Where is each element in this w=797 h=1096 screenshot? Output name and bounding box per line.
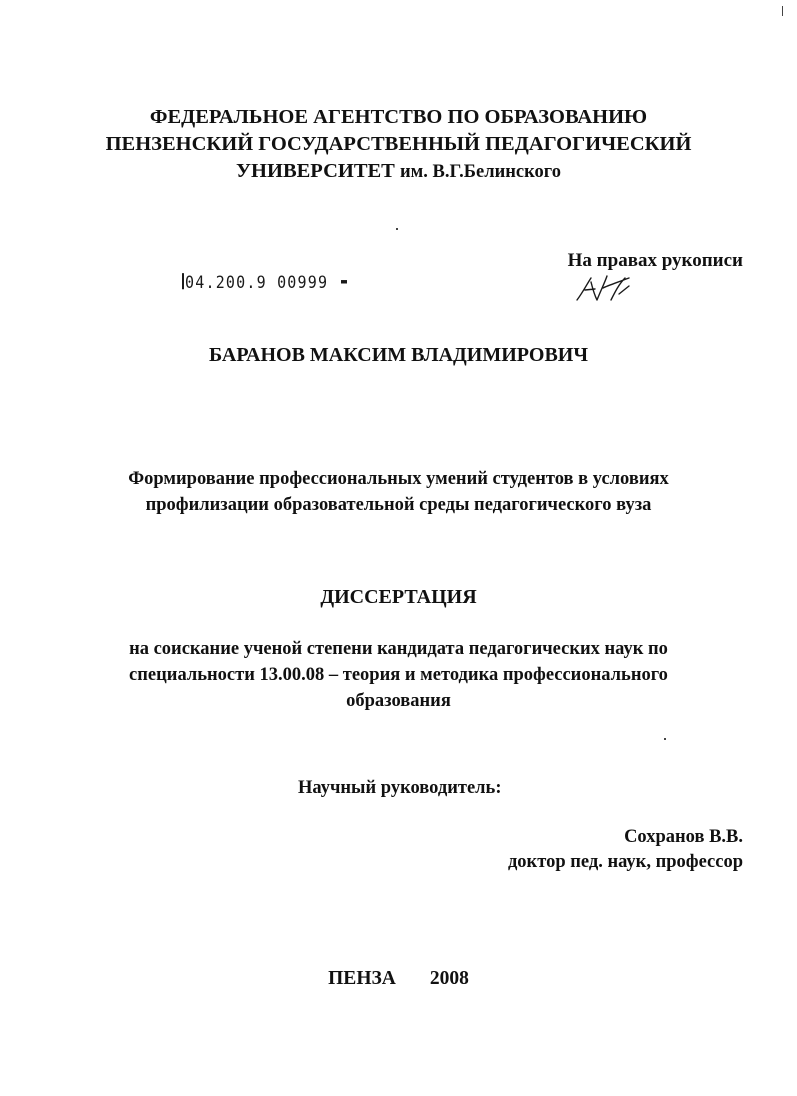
degree-description bbox=[0, 636, 797, 714]
university-named-after: им. В.Г.Белинского bbox=[399, 162, 561, 182]
degree-line3: образования bbox=[346, 691, 451, 711]
city: ПЕНЗА bbox=[328, 968, 396, 989]
scan-speck bbox=[664, 738, 666, 740]
supervisor-label: Научный руководитель: bbox=[298, 778, 502, 798]
thesis-topic bbox=[0, 466, 797, 518]
manuscript-rights: На правах рукописи bbox=[567, 250, 743, 271]
registration-code bbox=[182, 272, 347, 293]
year: 2008 bbox=[429, 968, 469, 989]
supervisor-title: доктор пед. наук, профессор bbox=[507, 852, 743, 872]
university-word: УНИВЕРСИТЕТ bbox=[236, 160, 395, 182]
institution-header bbox=[0, 104, 797, 186]
registration-code-text: 04.200.9 00999 bbox=[185, 272, 329, 293]
author-name: БАРАНОВ МАКСИМ ВЛАДИМИРОВИЧ bbox=[208, 344, 589, 366]
university-name-line1: ПЕНЗЕНСКИЙ ГОСУДАРСТВЕННЫЙ ПЕДАГОГИЧЕСКИЙ bbox=[105, 133, 692, 155]
scan-speck bbox=[396, 228, 398, 230]
thesis-topic-line1: Формирование профессиональных умений студентов в условиях bbox=[128, 469, 669, 489]
code-dash bbox=[341, 280, 347, 283]
degree-line1: на соискание ученой степени кандидата педагогических наук по bbox=[129, 639, 668, 659]
document-type: ДИССЕРТАЦИЯ bbox=[320, 586, 477, 608]
degree-line2: специальности 13.00.08 – теория и методика профессионального bbox=[129, 665, 668, 685]
thesis-topic-line2: профилизации образовательной среды педагогического вуза bbox=[145, 495, 652, 515]
scan-speck bbox=[782, 6, 783, 16]
agency-name: ФЕДЕРАЛЬНОЕ АГЕНТСТВО ПО ОБРАЗОВАНИЮ bbox=[149, 106, 648, 128]
signature-mark bbox=[573, 272, 633, 306]
university-name-line2 bbox=[0, 158, 797, 186]
code-bar bbox=[182, 273, 184, 289]
supervisor-name: Сохранов В.В. bbox=[624, 827, 743, 847]
city-year bbox=[0, 968, 797, 990]
